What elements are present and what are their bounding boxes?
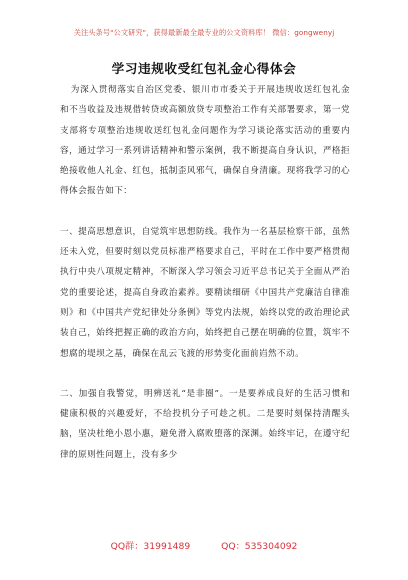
paragraph-intro: 为深入贯彻落实自治区党委、银川市市委关于开展违规收送红包礼金和不当收益及违规借转贷或高额放贷专项整治工作有关部署要求，第一党支部将专项整治违规收送红包礼金问题作为学习谈论落实活动的重要内容，通过学习一系列讲话精神和警示案例，我不断提高自身认识，严格拒绝接收他人礼金、红包，抵制歪风邪气，确保自身清廉。现将我学习的心得体会报告如下：	[60, 85, 350, 197]
paragraph-section-2: 二、加强自我警觉，明辨送礼“是非圈”。一是要养成良好的生活习惯和健康积极的兴趣爱好，不给投机分子可趁之机。二是要时刻保持清醒头脑，坚决杜绝小恩小惠，避免滑入腐败堕落的深渊。始终牢记，在遵守纪律的原则性问题上，没有多少	[60, 388, 350, 460]
paragraph-section-1: 一、提高思想意识，自觉筑牢思想防线。我作为一名基层检察干部，虽然还未入党，但要时刻以党员标准严格要求自己，平时在工作中要严格贯彻执行中央八项规定精神，不断深入学习领会习近平总书记关于全面从严治党的重要论述，提高自身政治素养。要精读细研《中国共产党廉洁自律准则》和《中国共产党纪律处分条例》等党内法规，始终以党的政治理论武装自己，始终把握正确的政治方向，始终把自己摆在明确的位置，筑牢不想腐的堤坝之基，确保在乱云飞渡的形势变化面前岿然不动。	[60, 226, 350, 359]
document-body	[60, 80, 350, 465]
footer-qq-number[interactable]: QQ：535304092	[221, 541, 298, 552]
footer-contact	[0, 538, 408, 552]
footer-qq-group[interactable]: QQ群：31991489	[110, 541, 191, 552]
header-promo-link[interactable]: 关注头条号"公文研究"，获得最新最全最专业的公文资料库！ 微信：gongwenyj	[73, 28, 335, 37]
document-title: 学习违规收受红包礼金心得体会	[111, 61, 297, 76]
